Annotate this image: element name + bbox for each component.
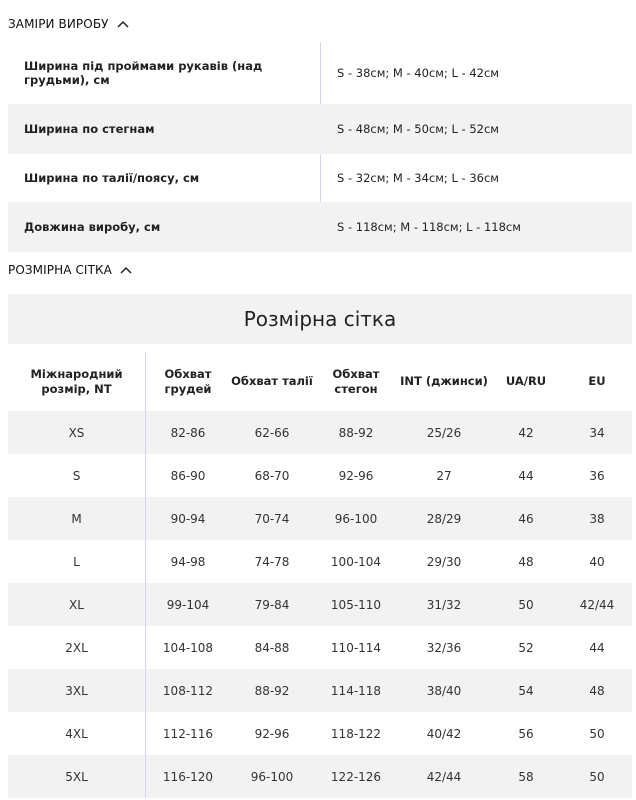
table-cell: 118-122 bbox=[330, 726, 382, 741]
table-cell: 86-90 bbox=[170, 468, 206, 483]
table-row bbox=[8, 540, 632, 583]
measurements-row bbox=[8, 42, 632, 104]
measurements-section-title: ЗАМІРИ ВИРОБУ bbox=[8, 17, 109, 31]
table-cell: 48 bbox=[518, 554, 534, 569]
table-row bbox=[8, 755, 632, 798]
table-cell: 112-116 bbox=[162, 726, 214, 741]
table-cell: XS bbox=[8, 411, 146, 454]
table-cell: 56 bbox=[518, 726, 534, 741]
table-cell: 29/30 bbox=[426, 554, 462, 569]
size-table-caption: Розмірна сітка bbox=[8, 294, 632, 344]
table-cell: 44 bbox=[518, 468, 534, 483]
table-cell: 122-126 bbox=[330, 769, 382, 784]
table-cell: 88-92 bbox=[254, 683, 290, 698]
table-cell: S bbox=[8, 454, 146, 497]
table-cell: 5XL bbox=[8, 755, 146, 798]
table-cell: 94-98 bbox=[170, 554, 206, 569]
table-cell: 42/44 bbox=[426, 769, 462, 784]
table-cell: L bbox=[8, 540, 146, 583]
table-cell: 100-104 bbox=[330, 554, 382, 569]
table-row bbox=[8, 497, 632, 540]
table-cell: 70-74 bbox=[254, 511, 290, 526]
measurement-value: S - 32см; M - 34см; L - 36см bbox=[320, 154, 632, 202]
table-cell: 105-110 bbox=[330, 597, 382, 612]
measurement-value: S - 48см; M - 50см; L - 52см bbox=[337, 122, 499, 136]
table-cell: 42/44 bbox=[579, 597, 615, 612]
table-row bbox=[8, 454, 632, 497]
measurements-row bbox=[8, 202, 632, 252]
table-cell: 99-104 bbox=[166, 597, 210, 612]
measurement-value: S - 118см; M - 118см; L - 118см bbox=[337, 220, 521, 234]
size-table bbox=[8, 352, 632, 798]
column-header: UA/RU bbox=[505, 374, 547, 388]
measurements-section-toggle[interactable] bbox=[8, 17, 129, 31]
size-table-body bbox=[8, 411, 632, 798]
column-header: Обхват талії bbox=[231, 374, 313, 388]
table-cell: 82-86 bbox=[170, 425, 206, 440]
table-cell: 116-120 bbox=[162, 769, 214, 784]
measurements-row bbox=[8, 154, 632, 202]
table-cell: 96-100 bbox=[250, 769, 294, 784]
table-cell: 58 bbox=[518, 769, 534, 784]
table-cell: 62-66 bbox=[254, 425, 290, 440]
table-cell: 50 bbox=[589, 726, 605, 741]
table-cell: 44 bbox=[589, 640, 605, 655]
table-cell: 3XL bbox=[8, 669, 146, 712]
table-cell: 32/36 bbox=[426, 640, 462, 655]
measurement-value: S - 38см; M - 40см; L - 42см bbox=[320, 42, 632, 104]
table-cell: 38 bbox=[589, 511, 605, 526]
table-cell: 28/29 bbox=[426, 511, 462, 526]
size-table-header bbox=[8, 352, 632, 411]
measurement-label: Ширина під проймами рукавів (над грудьми), см bbox=[24, 59, 263, 87]
measurement-label: Ширина по талії/поясу, см bbox=[24, 171, 200, 185]
measurements-table bbox=[8, 42, 632, 252]
column-header: Обхват грудей bbox=[164, 366, 212, 396]
table-cell: 42 bbox=[518, 425, 534, 440]
table-cell: 50 bbox=[589, 769, 605, 784]
table-cell: 2XL bbox=[8, 626, 146, 669]
table-cell: 96-100 bbox=[334, 511, 378, 526]
table-row bbox=[8, 626, 632, 669]
chevron-up-icon bbox=[117, 20, 129, 28]
table-cell: 74-78 bbox=[254, 554, 290, 569]
table-row bbox=[8, 712, 632, 755]
measurements-row bbox=[8, 104, 632, 154]
table-cell: 92-96 bbox=[254, 726, 290, 741]
table-cell: 104-108 bbox=[162, 640, 214, 655]
measurement-label: Ширина по стегнам bbox=[24, 122, 155, 136]
table-cell: 34 bbox=[589, 425, 605, 440]
table-cell: 92-96 bbox=[338, 468, 374, 483]
table-cell: 40 bbox=[589, 554, 605, 569]
table-cell: 46 bbox=[518, 511, 534, 526]
table-cell: 79-84 bbox=[254, 597, 290, 612]
chevron-up-icon bbox=[120, 266, 132, 274]
column-header: Міжнародний розмір, NT bbox=[8, 352, 146, 411]
table-cell: 54 bbox=[518, 683, 534, 698]
size-section-toggle[interactable] bbox=[8, 263, 132, 277]
measurement-label: Довжина виробу, см bbox=[24, 220, 161, 234]
table-cell: 4XL bbox=[8, 712, 146, 755]
table-cell: 48 bbox=[589, 683, 605, 698]
column-header: EU bbox=[588, 374, 606, 388]
table-cell: 36 bbox=[589, 468, 605, 483]
table-cell: 84-88 bbox=[254, 640, 290, 655]
table-cell: 68-70 bbox=[254, 468, 290, 483]
table-cell: 25/26 bbox=[426, 425, 462, 440]
table-cell: 27 bbox=[436, 468, 452, 483]
table-cell: 110-114 bbox=[330, 640, 382, 655]
size-section-title: РОЗМІРНА СІТКА bbox=[8, 263, 112, 277]
column-header: Обхват стегон bbox=[332, 366, 380, 396]
table-cell: 50 bbox=[518, 597, 534, 612]
table-cell: 114-118 bbox=[330, 683, 382, 698]
table-cell: 31/32 bbox=[426, 597, 462, 612]
table-cell: 38/40 bbox=[426, 683, 462, 698]
table-cell: 88-92 bbox=[338, 425, 374, 440]
table-cell: XL bbox=[8, 583, 146, 626]
table-row bbox=[8, 583, 632, 626]
column-header: INT (джинси) bbox=[400, 374, 488, 388]
table-cell: 40/42 bbox=[426, 726, 462, 741]
table-row bbox=[8, 669, 632, 712]
table-cell: M bbox=[8, 497, 146, 540]
table-cell: 90-94 bbox=[170, 511, 206, 526]
table-row bbox=[8, 411, 632, 454]
table-cell: 108-112 bbox=[162, 683, 214, 698]
table-cell: 52 bbox=[518, 640, 534, 655]
